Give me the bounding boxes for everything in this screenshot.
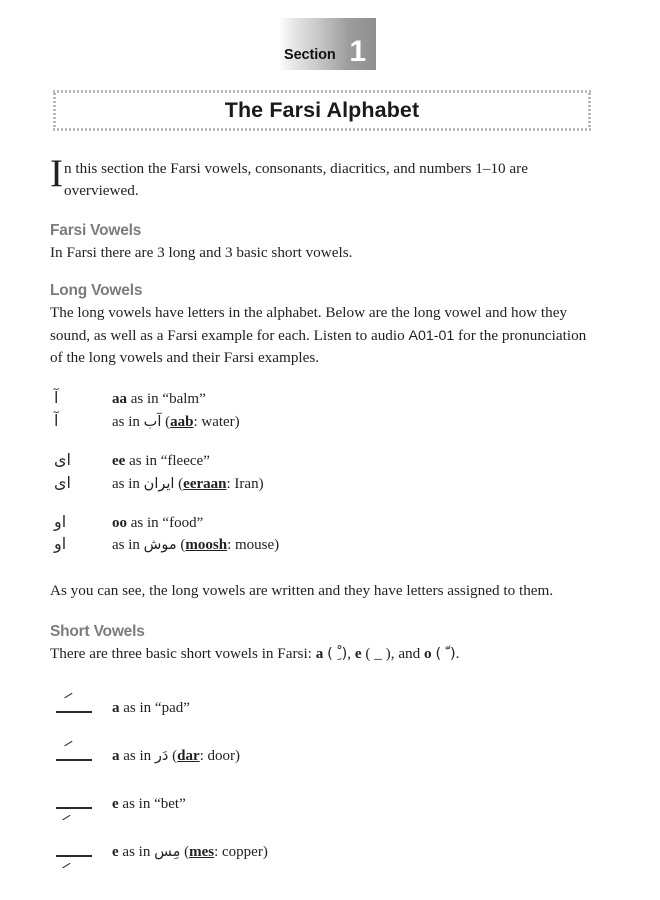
short-vowel-a: a — [315, 644, 324, 662]
long-vowel-example-row — [50, 472, 596, 495]
heading-long-vowels: Long Vowels — [50, 282, 143, 300]
example-open: ( — [174, 475, 184, 492]
long-vowel-sound — [112, 390, 206, 410]
diacritic-stroke — [62, 862, 70, 868]
long-vowel-sound-row — [50, 449, 596, 472]
example-gloss: : Iran) — [226, 475, 264, 492]
intro-dropcap: I — [50, 152, 63, 195]
short-vowel-sound-text: as in — [119, 747, 155, 764]
short-vowel-row — [50, 775, 596, 819]
short-vowel-mark-a: ( ِْ ) — [327, 645, 348, 662]
short-vowel-romanization: e — [112, 843, 119, 860]
short-vowels-sep-1: , — [347, 644, 355, 662]
example-word-farsi: ایران — [143, 475, 175, 492]
short-vowel-sound-text: as in “bet” — [118, 795, 186, 812]
short-vowel-e: e — [354, 644, 362, 662]
long-vowel-sound — [112, 452, 210, 472]
long-vowel-example — [112, 536, 279, 556]
paragraph-long-vowels-closing: As you can see, the long vowels are written and they have letters assigned to them. — [50, 582, 554, 600]
short-vowel-row — [50, 679, 596, 723]
intro-text: n this section the Farsi vowels, consonants, diacritics, and numbers 1–10 are overviewed. — [64, 160, 528, 200]
diacritic-baseline — [56, 855, 92, 857]
example-romanization: eeraan — [183, 475, 227, 492]
page-title-box — [53, 90, 591, 131]
long-vowel-example-row — [50, 410, 596, 433]
diacritic-fatha-icon — [50, 727, 112, 771]
short-vowel-o: o — [424, 644, 432, 662]
long-vowel-letter: آ — [54, 388, 59, 408]
heading-farsi-vowels: Farsi Vowels — [50, 222, 142, 240]
example-gloss: : copper) — [214, 843, 268, 860]
short-vowel-description — [112, 796, 186, 819]
example-open: ( — [168, 747, 178, 764]
paragraph-long-vowels — [50, 302, 596, 369]
short-vowel-romanization: a — [112, 747, 120, 764]
long-vowel-romanization: oo — [112, 514, 127, 531]
example-gloss: : water) — [193, 414, 240, 431]
short-vowel-row — [50, 823, 596, 867]
audio-code: A01-01 — [408, 327, 455, 344]
paragraph-short-vowels — [50, 643, 596, 665]
example-prefix: as in — [112, 537, 144, 554]
long-vowel-entry — [50, 387, 596, 433]
diacritic-baseline — [56, 807, 92, 809]
short-vowels-suffix: . — [455, 644, 460, 662]
short-vowels-sep-2: , and — [390, 644, 425, 662]
long-vowel-entry — [50, 511, 596, 557]
page-title: The Farsi Alphabet — [224, 98, 420, 122]
example-gloss: : mouse) — [227, 537, 280, 554]
example-word-farsi: آب — [143, 414, 162, 431]
short-vowel-romanization: a — [112, 699, 120, 716]
diacritic-stroke — [64, 740, 72, 746]
short-vowel-description — [112, 844, 268, 867]
long-vowel-letter-repeat: او — [54, 534, 67, 554]
heading-short-vowels: Short Vowels — [50, 622, 145, 640]
long-vowel-entry — [50, 449, 596, 495]
short-vowel-description — [112, 748, 240, 771]
section-banner — [278, 18, 376, 70]
intro-paragraph — [50, 150, 596, 202]
long-vowel-letter-repeat: اى — [54, 472, 71, 492]
diacritic-baseline — [56, 711, 92, 713]
example-romanization: aab — [170, 414, 194, 431]
example-prefix: as in — [112, 414, 144, 431]
long-vowel-letter: اى — [54, 450, 71, 470]
short-vowel-romanization: e — [112, 795, 119, 812]
example-word-farsi: مِس — [154, 843, 181, 860]
example-open: ( — [180, 843, 190, 860]
example-open: ( — [176, 537, 186, 554]
example-romanization: mes — [189, 843, 215, 860]
document-content — [50, 150, 596, 867]
short-vowel-sound-text: as in — [118, 843, 155, 860]
paragraph-farsi-vowels: In Farsi there are 3 long and 3 basic short vowels. — [50, 244, 353, 262]
diacritic-fatha-icon — [50, 679, 112, 723]
long-vowel-romanization: ee — [112, 453, 126, 470]
long-vowel-sound-row — [50, 387, 596, 410]
section-banner-label: Section — [284, 46, 336, 63]
example-romanization: moosh — [185, 537, 228, 554]
diacritic-kasra-icon — [50, 775, 112, 819]
example-word-farsi: دَر — [154, 747, 169, 764]
example-prefix: as in — [112, 475, 144, 492]
long-vowels-text-2: for the pronunciation of the long vowels and their Farsi examples. — [50, 326, 587, 367]
short-vowel-mark-o: ( ّ ) — [435, 645, 456, 662]
short-vowel-mark-e: ( _ ) — [365, 644, 391, 662]
long-vowel-sound-text: as in “fleece” — [125, 453, 210, 470]
long-vowel-letter-repeat: آ — [54, 411, 59, 431]
short-vowel-description — [112, 700, 190, 723]
example-romanization: dar — [177, 747, 200, 764]
short-vowel-sound-text: as in “pad” — [119, 699, 190, 716]
diacritic-stroke — [64, 692, 72, 698]
long-vowel-romanization: aa — [112, 391, 127, 408]
long-vowel-example — [112, 413, 240, 433]
long-vowel-sound-text: as in “food” — [127, 514, 204, 531]
section-banner-number: 1 — [349, 35, 366, 68]
example-word-farsi: موش — [143, 537, 177, 554]
long-vowel-letter: او — [54, 511, 67, 531]
long-vowel-example — [112, 475, 264, 495]
long-vowels-text-1: The long vowels have letters in the alphabet. Below are the long vowel and how they sound, as well as a Farsi example for each. Listen to audio — [50, 304, 568, 344]
long-vowel-sound-row — [50, 511, 596, 534]
short-vowel-row — [50, 727, 596, 771]
diacritic-baseline — [56, 759, 92, 761]
short-vowels-prefix: There are three basic short vowels in Farsi: — [50, 644, 316, 662]
diacritic-kasra-icon — [50, 823, 112, 867]
long-vowel-example-row — [50, 533, 596, 556]
example-open: ( — [161, 414, 171, 431]
long-vowel-sound — [112, 514, 203, 534]
example-gloss: : door) — [199, 747, 241, 764]
long-vowel-sound-text: as in “balm” — [127, 391, 206, 408]
